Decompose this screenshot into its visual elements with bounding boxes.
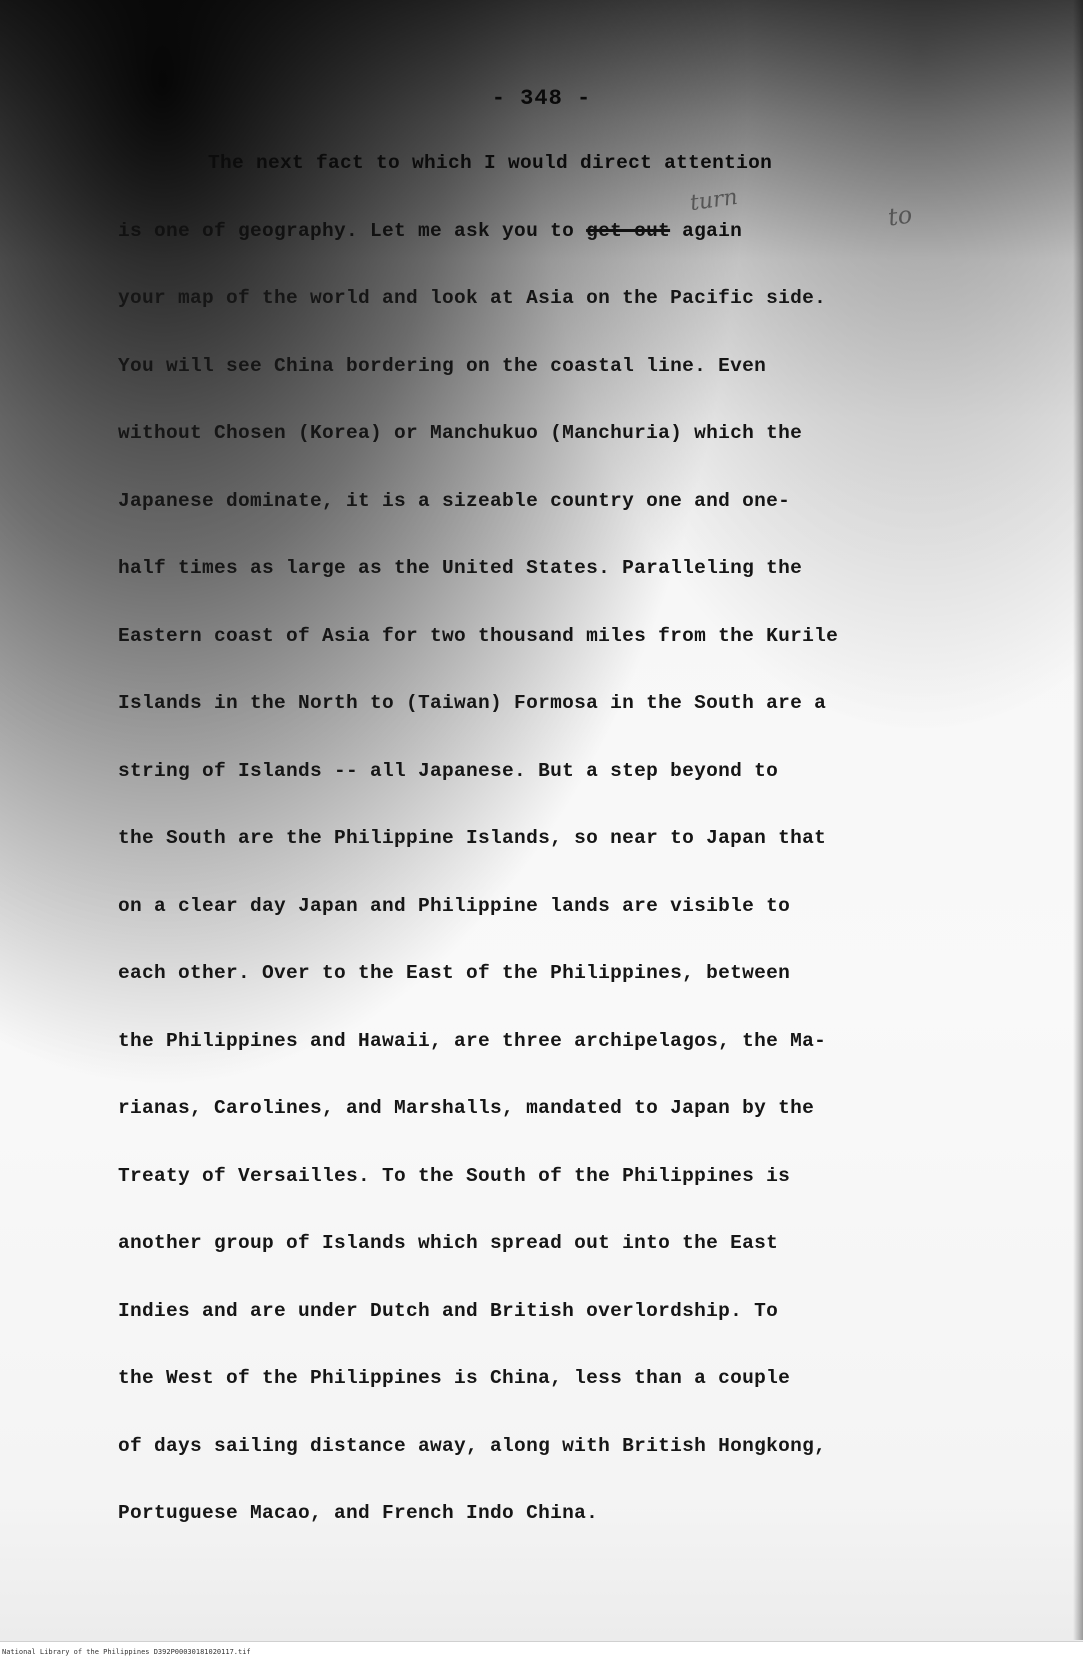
text-line-9: Islands in the North to (Taiwan) Formosa in the South are a	[118, 692, 827, 714]
handwritten-insertion-turn: turn	[688, 184, 740, 217]
scan-footer	[0, 1641, 1083, 1658]
text-line-6: Japanese dominate, it is a sizeable country one and one-	[118, 489, 791, 512]
typed-body-text	[118, 148, 978, 1566]
text-line-14: the Philippines and Hawaii, are three archipelagos, the Ma-	[118, 1029, 827, 1052]
text-line-20: of days sailing distance away, along with British Hongkong,	[118, 1434, 827, 1457]
text-line-1: The next fact to which I would direct attention	[208, 152, 773, 174]
page-number: - 348 -	[491, 86, 592, 111]
text-line-2	[118, 216, 978, 284]
text-line-5: without Chosen (Korea) or Manchukuo (Manchuria) which the	[118, 422, 803, 444]
handwritten-insertion-to: to	[886, 200, 914, 232]
text-line-8: Eastern coast of Asia for two thousand miles from the Kurile	[118, 624, 839, 647]
text-line-17: another group of Islands which spread out into the East	[118, 1232, 779, 1254]
text-line-10: string of Islands -- all Japanese. But a step beyond to	[118, 759, 779, 782]
text-line-11: the South are the Philippine Islands, so near to Japan that	[118, 827, 827, 849]
page-edge-shadow	[1073, 0, 1083, 1640]
text-line-16: Treaty of Versailles. To the South of the Philippines is	[118, 1164, 791, 1187]
text-line-18: Indies and are under Dutch and British overlordship. To	[118, 1299, 779, 1322]
text-line-12: on a clear day Japan and Philippine lands are visible to	[118, 894, 791, 917]
text-line-2-start: is one of geography. Let me ask you to	[118, 219, 587, 242]
text-line-13: each other. Over to the East of the Philippines, between	[118, 962, 791, 984]
struck-out-text: get out	[586, 219, 671, 242]
text-line-2-end: again	[670, 219, 743, 242]
text-line-3: your map of the world and look at Asia on the Pacific side.	[118, 287, 827, 309]
text-line-7: half times as large as the United States. Paralleling the	[118, 557, 803, 579]
text-line-15: rianas, Carolines, and Marshalls, mandated to Japan by the	[118, 1097, 815, 1119]
scan-footer-text: National Library of the Philippines D392P00030181020117.tif	[2, 1648, 251, 1656]
text-line-4: You will see China bordering on the coastal line. Even	[118, 354, 767, 377]
text-line-21: Portuguese Macao, and French Indo China.	[118, 1502, 599, 1524]
text-line-19: the West of the Philippines is China, less than a couple	[118, 1367, 791, 1389]
